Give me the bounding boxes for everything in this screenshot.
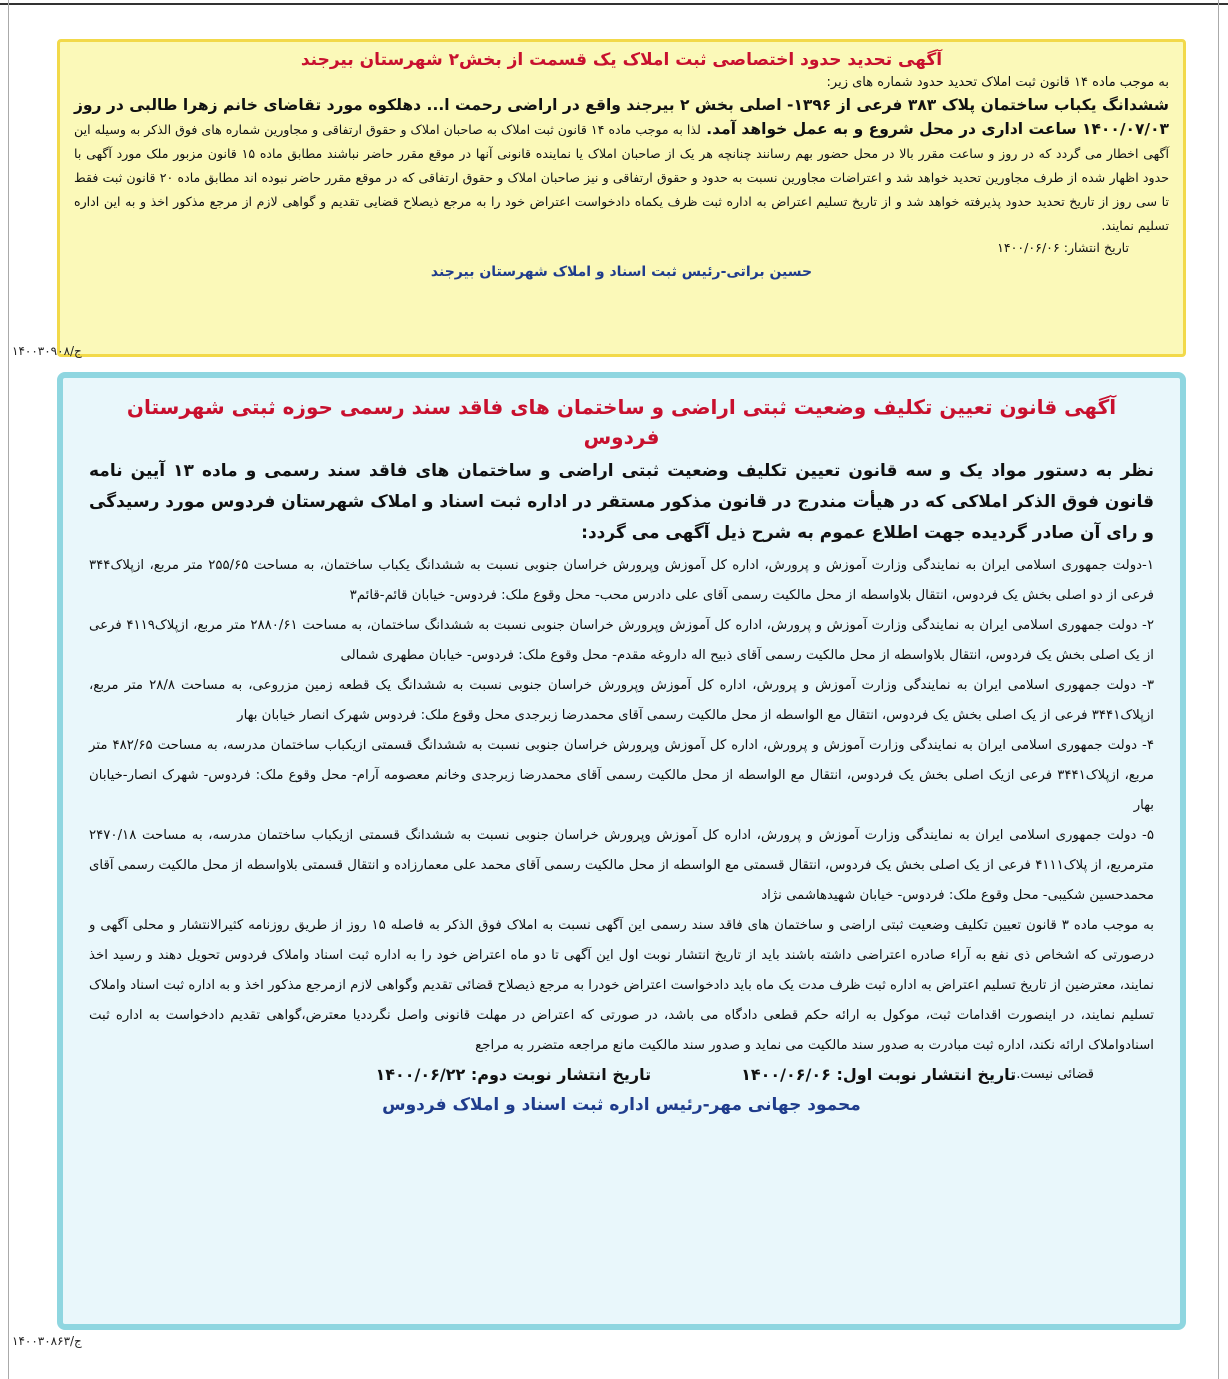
notice2-date2 bbox=[375, 1061, 651, 1089]
notice2-date1-value: ۱۴۰۰/۰۶/۰۶ bbox=[741, 1065, 831, 1084]
notice2-date1 bbox=[741, 1061, 1016, 1089]
notice1-signature: حسین براتی-رئیس ثبت اسناد و املاک شهرستان بیرجند bbox=[430, 264, 813, 280]
notice2-date2-value: ۱۴۰۰/۰۶/۲۲ bbox=[375, 1065, 466, 1084]
notice2-item-2: ۲- دولت جمهوری اسلامی ایران به نمایندگی وزارت آموزش و پرورش، اداره کل آموزش وپرورش خراسان جنوبی نسبت به ششدانگ ساختمان، به مساحت ۲۸۸۰/۶۱ متر مربع، ازپلاک۴۱۱۹ فرعی از یک اصلی بخش یک فردوس، انتقال بلاواسطه از محل مالکیت رسمی آقای ذبیح اله داروغه مقدم- محل وقوع ملک: فردوس- خیابان مطهری شمالی bbox=[89, 618, 1154, 663]
notice2-date1-label: تاریخ انتشار نوبت اول: bbox=[836, 1065, 1017, 1084]
notice1-title: آگهی تحدید حدود اختصاصی ثبت املاک یک قسمت از بخش۲ شهرستان بیرجند bbox=[300, 50, 943, 70]
left-margin-rule bbox=[8, 0, 9, 1379]
notice2-item-4: ۴- دولت جمهوری اسلامی ایران به نمایندگی وزارت آموزش و پرورش، اداره کل آموزش وپرورش خراسان جنوبی نسبت به ششدانگ قسمتی ازیکباب ساختمان مدرسه، به مساحت ۴۸۲/۶۵ متر مربع، ازپلاک۳۴۴۱ فرعی ازیک اصلی بخش یک فردوس، انتقال مع الواسطه از محل مالکیت رسمی آقای محمدرضا زبرجدی وخانم معصومه آرام- محل وقوع ملک: فردوس- شهرک انصار-خیابان بهار bbox=[89, 738, 1154, 813]
notice-birjand bbox=[57, 39, 1186, 357]
notice2-item-1: ۱-دولت جمهوری اسلامی ایران به نمایندگی وزارت آموزش و پرورش، اداره کل آموزش وپرورش خراسان جنوبی نسبت به ششدانگ یکباب ساختمان، به مساحت ۲۵۵/۶۵ متر مربع، ازپلاک۳۴۴ فرعی از دو اصلی بخش یک فردوس، انتقال بلاواسطه از محل مالکیت رسمی آقای علی دادرس محب- محل وقوع ملک: فردوس- خیابان قائم-قائم۳ bbox=[89, 558, 1154, 603]
notice-ferdows bbox=[57, 372, 1186, 1330]
notice1-date-value: ۱۴۰۰/۰۶/۰۶ bbox=[997, 240, 1060, 255]
notice1-bold-span: ششدانگ یکباب ساختمان پلاک ۳۸۳ فرعی از ۱۳۹۶- اصلی بخش ۲ بیرجند واقع در اراضی رحمت ا... دهلکوه مورد تقاضای خانم زهرا طالبی در روز ۱۴۰۰/۰۷/۰۳ ساعت اداری در محل شروع و به عمل خواهد آمد. bbox=[74, 96, 1169, 138]
notice1-code: ج/۱۴۰۰۳۰۹۰۸ bbox=[12, 344, 82, 358]
notice2-signature: محمود جهانی مهر-رئیس اداره ثبت اسناد و املاک فردوس bbox=[382, 1095, 861, 1115]
notice2-closing-tail: قضائی نیست. bbox=[1016, 1067, 1094, 1082]
notice2-date2-label: تاریخ انتشار نوبت دوم: bbox=[470, 1065, 652, 1084]
notice1-body: لذا به موجب ماده ۱۴ قانون ثبت املاک به صاحبان املاک و حقوق ارتفاقی و مجاورین شماره های فوق الذکر به وسیله این آگهی اخطار می گردد که در روز و ساعت مقرر بالا در محل حضور بهم رسانند چنانچه هر یک از صاحبان املاک یا نماینده قانونی آنها در موقع مقرر حاضر نباشند مطابق ماده ۱۵ قانون مزبور ملک مورد آگهی با حدود اظهار شده از طرف مجاورین تحدید خواهد شد و اعتراضات مجاورین نسبت به حدود و حقوق ارتفاقی و نیز صاحبان املاک و حقوق ارتفاقی که در موقع مقرر حاضر نبوده اند مطابق ماده ۲۰ قانون ثبت فقط تا سی روز از تاریخ تحدید حدود پذیرفته خواهد شد و از تاریخ تسلیم اعتراض به اداره ثبت ظرف یکماه دادخواست اعتراض خود را به مرجع ذیصلاح قضایی تقدیم و گواهی لازم از مرجع مذکور اخذ و به این اداره تسلیم نمایند. bbox=[74, 122, 1169, 233]
notice1-date-line bbox=[74, 237, 1169, 259]
right-margin-rule bbox=[1218, 0, 1219, 1379]
notice2-title: آگهی قانون تعیین تکلیف وضعیت ثبتی اراضی و ساختمان های فاقد سند رسمی حوزه ثبتی شهرستان فردوس bbox=[126, 395, 1117, 449]
notice2-item-5: ۵- دولت جمهوری اسلامی ایران به نمایندگی وزارت آموزش و پرورش، اداره کل آموزش وپرورش خراسان جنوبی نسبت به ششدانگ قسمتی ازیکباب ساختمان مدرسه، به مساحت ۲۴۷۰/۱۸ مترمربع، از پلاک۴۱۱۱ فرعی از یک اصلی بخش یک فردوس، انتقال قسمتی مع الواسطه از محل مالکیت رسمی آقای محمد علی معمارزاده و انتقال قسمتی بلاواسطه از محل مالکیت رسمی آقای محمدحسین شکیبی- محل وقوع ملک: فردوس- خیابان شهیدهاشمی نژاد bbox=[89, 828, 1154, 903]
notice1-intro: به موجب ماده ۱۴ قانون ثبت املاک تحدید حدود شماره های زیر: bbox=[826, 75, 1169, 90]
top-rule bbox=[0, 3, 1228, 5]
notice2-dates-line bbox=[89, 1061, 1154, 1089]
notice2-closing: به موجب ماده ۳ قانون تعیین تکلیف وضعیت ثبتی اراضی و ساختمان های فاقد سند رسمی این آگهی نسبت به املاک فوق الذکر به فاصله ۱۵ روز از طریق روزنامه کثیرالانتشار و محلی آگهی و درصورتی که اشخاص ذی نفع به آراء صادره اعتراضی داشته باشند باید از تاریخ انتشار نوبت اول این آگهی تا دو ماه اعتراض خود را به اداره ثبت اسناد واملاک فردوس تحویل دهند و رسید اخذ نمایند، معترضین از تاریخ تسلیم اعتراض به اداره ثبت ظرف مدت یک ماه باید دادخواست اعتراض خودرا به مرجع ذیصلاح قضائی تقدیم وگواهی لازم ازمرجع مذکور اخذ و به اداره ثبت اسناد واملاک تسلیم نمایند، در اینصورت اقدامات ثبت، موکول به ارائه حکم قطعی دادگاه می باشد، در صورتی که اعتراض در مهلت قانونی واصل نگرددیا معترض،گواهی تقدیم دادخواست به اداره ثبت اسنادواملاک ارائه نکند، اداره ثبت مبادرت به صدور سند مالکیت می نماید و صدور سند مالکیت مانع مراجعه متضرر به مراجع bbox=[88, 918, 1154, 1053]
notice2-item-3: ۳- دولت جمهوری اسلامی ایران به نمایندگی وزارت آموزش و پرورش، اداره کل آموزش وپرورش خراسان جنوبی نسبت به ششدانگ یک قطعه زمین مزروعی، به مساحت ۲۸/۸ متر مربع، ازپلاک۳۴۴۱ فرعی از یک اصلی بخش یک فردوس، انتقال مع الواسطه از محل مالکیت رسمی آقای محمدرضا زبرجدی محل وقوع ملک: فردوس شهرک انصار خیابان بهار bbox=[89, 678, 1154, 723]
notice2-code: ج/۱۴۰۰۳۰۸۶۳ bbox=[12, 1334, 82, 1348]
notice2-intro: نظر به دستور مواد یک و سه قانون تعیین تکلیف وضعیت ثبتی اراضی و ساختمان های فاقد سند رسمی و ماده ۱۳ آیین نامه قانون فوق الذکر املاکی که در هیأت مندرج در قانون مذکور مستقر در اداره ثبت اسناد و املاک شهرستان فردوس مورد رسیدگی و رای آن صادر گردیده جهت اطلاع عموم به شرح ذیل آگهی می گردد: bbox=[89, 461, 1154, 543]
notice1-bold-text bbox=[74, 93, 1169, 237]
notice1-date-label: تاریخ انتشار: bbox=[1063, 240, 1129, 255]
